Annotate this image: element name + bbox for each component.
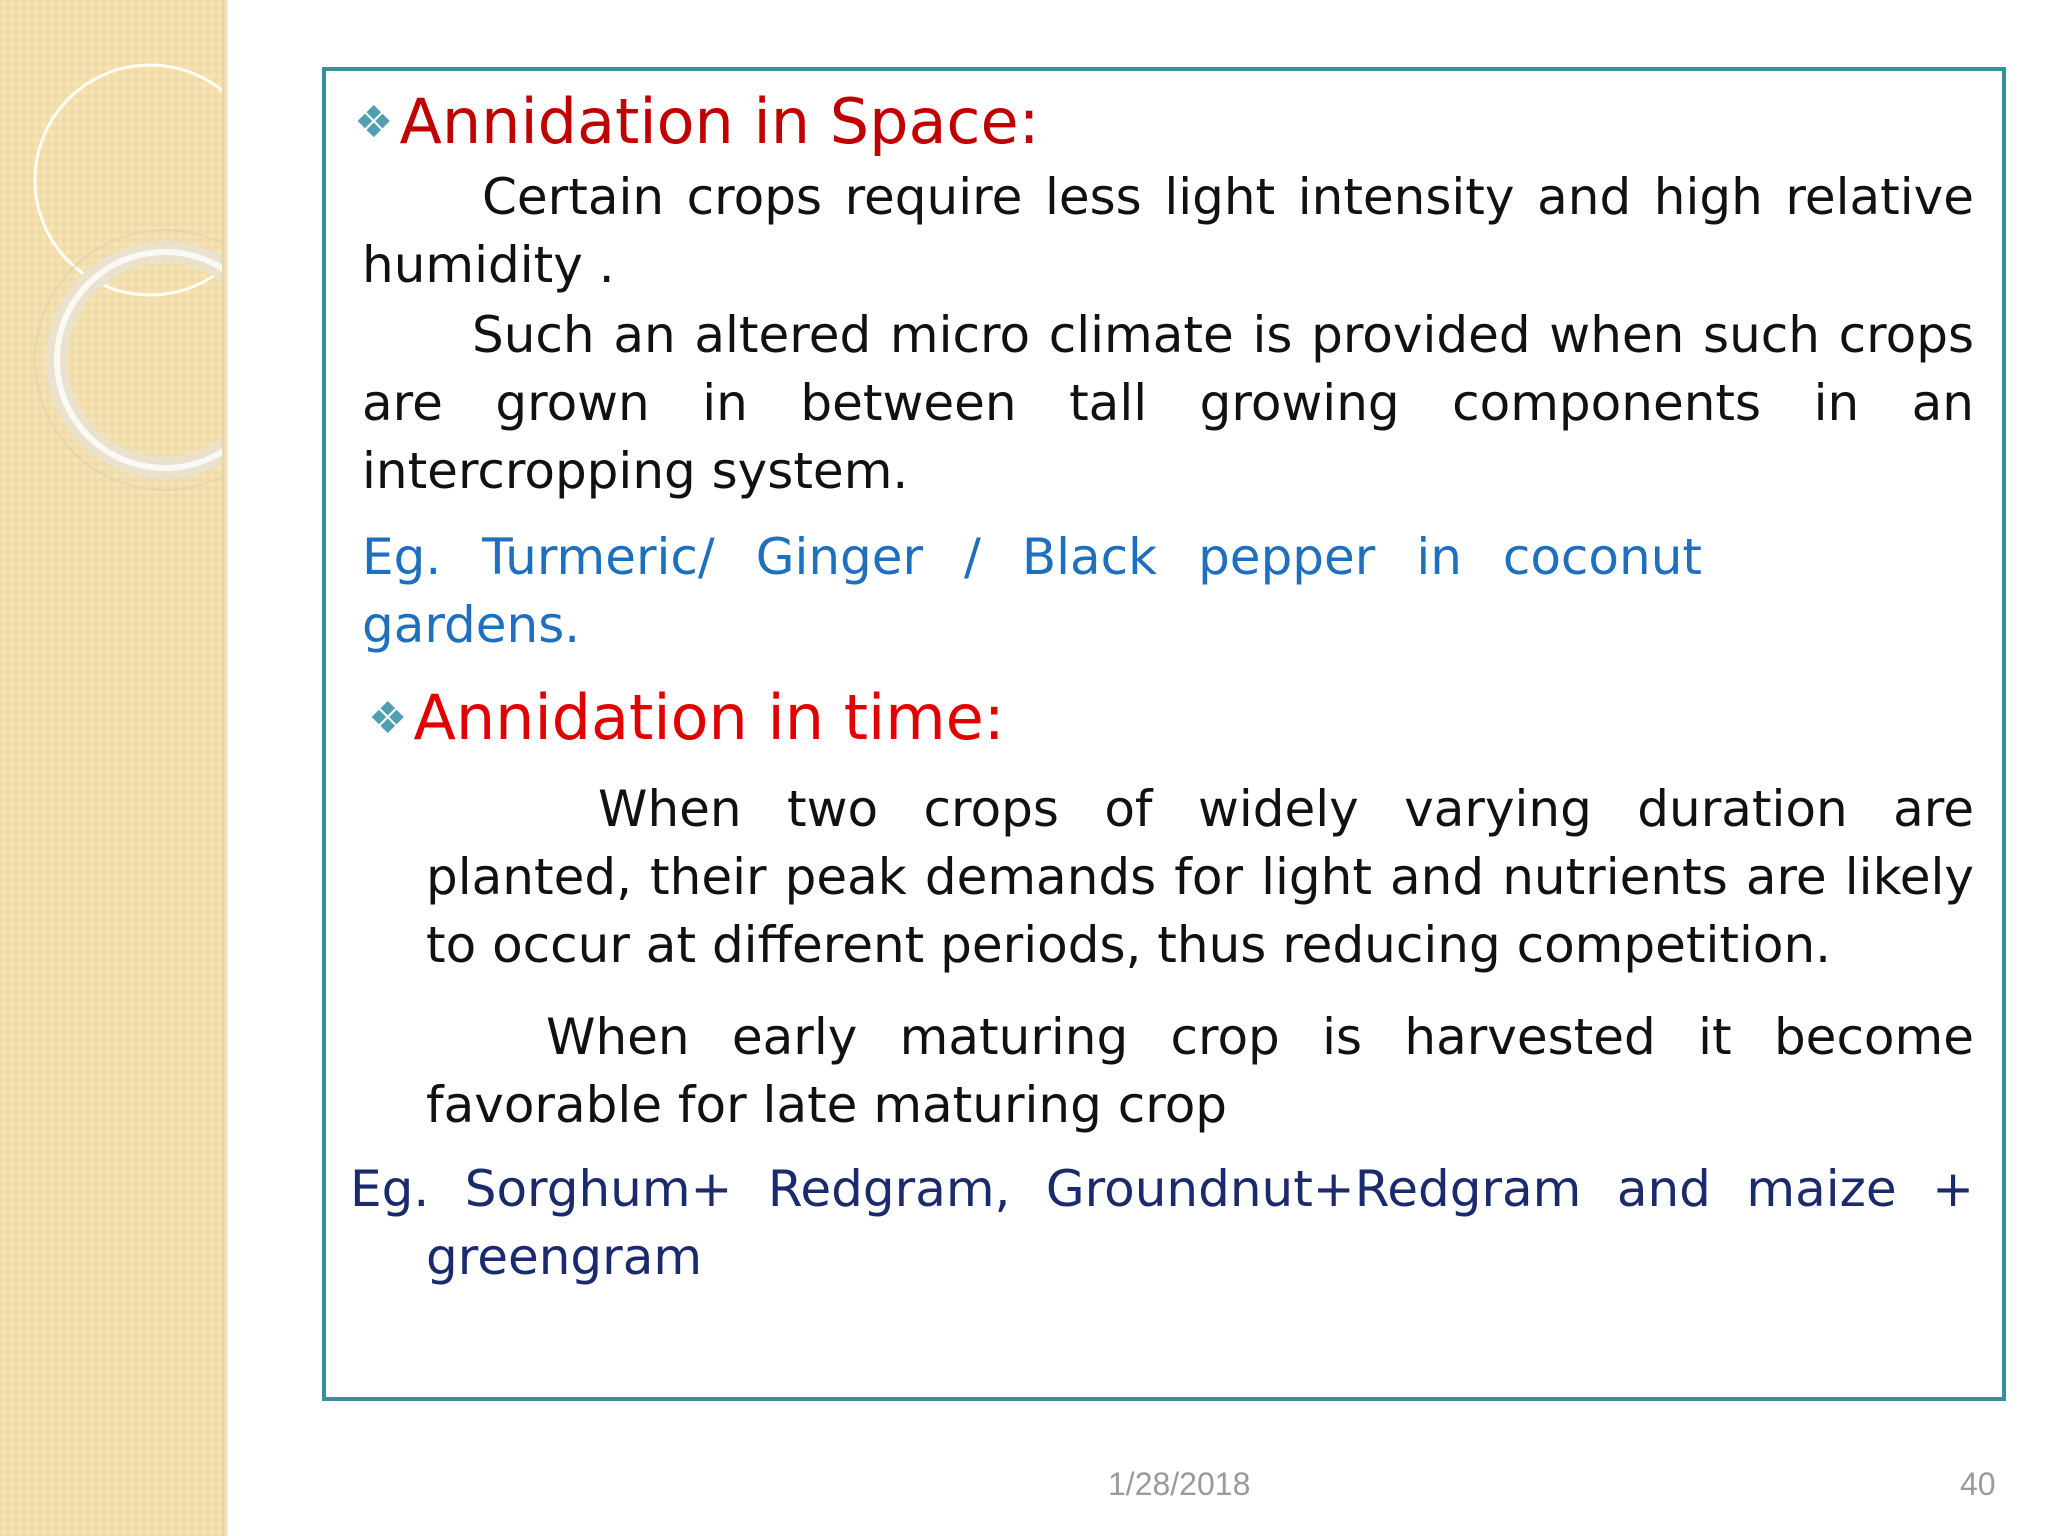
paragraph-time-1: When two crops of widely varying duration are planted, their peak demands for light and nutrients are likely to occur at different periods, thus reducing competition. xyxy=(426,780,1974,974)
paragraph-space-2: Such an altered micro climate is provided when such crops are grown in between tall growing components in an intercropping system. xyxy=(362,306,1974,500)
example-space: Eg. Turmeric/ Ginger / Black pepper in coconut gardens. xyxy=(362,528,1702,654)
paragraph-space-1: Certain crops require less light intensity and high relative humidity . xyxy=(362,168,1974,294)
diamond-bullet-icon: ❖ xyxy=(354,97,394,148)
heading-annidation-space xyxy=(354,87,1040,158)
example-time: Eg. Sorghum+ Redgram, Groundnut+Redgram and maize + greengram xyxy=(350,1160,1974,1286)
slide-content-box xyxy=(322,67,2006,1401)
footer-date: 1/28/2018 xyxy=(1108,1466,1251,1502)
decorative-rings xyxy=(0,0,228,1536)
decorative-side-strip xyxy=(0,0,228,1536)
diamond-bullet-icon: ❖ xyxy=(368,693,408,744)
strip-edge xyxy=(222,0,228,1536)
heading-annidation-time xyxy=(368,683,1005,754)
footer-page-number: 40 xyxy=(1960,1466,1996,1502)
heading-text: Annidation in Space: xyxy=(399,85,1040,158)
paragraph-time-2: When early maturing crop is harvested it become favorable for late maturing crop xyxy=(426,1008,1974,1134)
heading-text: Annidation in time: xyxy=(413,681,1005,754)
